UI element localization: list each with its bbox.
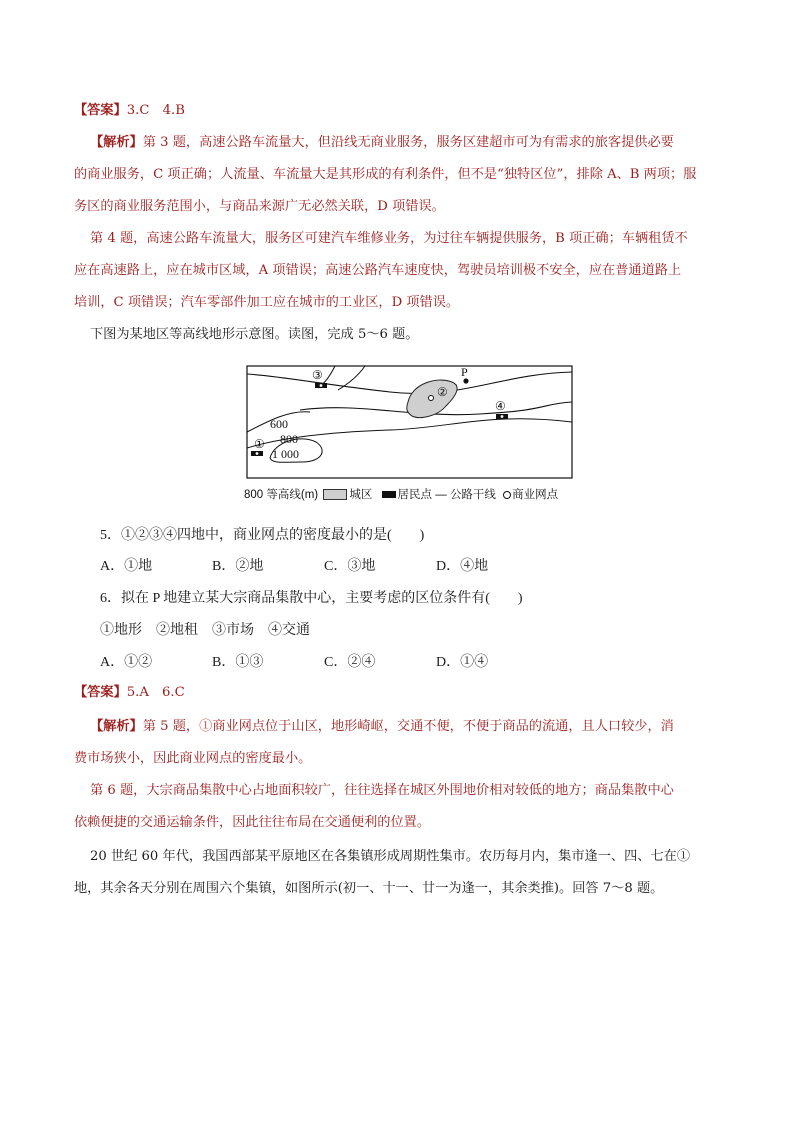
answer-3-4 <box>74 95 724 127</box>
legend-residential-swatch <box>382 491 396 498</box>
label-800: 800 <box>280 432 298 446</box>
legend-city: 城区 <box>349 489 373 501</box>
legend-residential: 居民点 <box>397 489 433 501</box>
legend-contour: 800 等高线(m) <box>244 489 319 501</box>
analysis-4-line2: 应在高速路上，应在城市区域，A 项错误；高速公路汽车速度快，驾驶员培训极不安全，应在普通道路上 <box>74 263 682 278</box>
analysis-3-line1: 第 3 题，高速公路车流量大，但沿线无商业服务，服务区建超市可为有需求的旅客提供必要 <box>142 135 674 150</box>
answer-tag-2: 【答案】 <box>74 685 127 700</box>
intro-5-6: 下图为某地区等高线地形示意图。读图，完成 5～6 题。 <box>90 327 419 342</box>
commercial-point-3 <box>320 384 323 387</box>
analysis-tag-2: 【解析】 <box>90 719 143 734</box>
question-6-stem: 6．拟在 P 地建立某大宗商品集散中心，主要考虑的区位条件有( ) <box>100 591 523 606</box>
q5-option-b: B．②地 <box>212 559 264 574</box>
map-frame <box>247 366 572 478</box>
question-5-stem: 5．①②③④四地中，商业网点的密度最小的是( ) <box>100 528 425 543</box>
q5-option-a: A．①地 <box>100 559 153 574</box>
label-1000: 1 000 <box>272 447 299 461</box>
intro-7-8-line1: 20 世纪 60 年代，我国西部某平原地区在各集镇形成周期性集市。农历每月内，集市逢一、四、七在① <box>90 849 691 864</box>
q5-option-c: C．③地 <box>324 559 376 574</box>
commercial-point-4 <box>501 415 504 418</box>
legend-road-swatch: — <box>435 489 450 501</box>
analysis-4-line3: 培训，C 项错误；汽车零部件加工应在城市的工业区，D 项错误。 <box>74 295 460 310</box>
analysis-tag: 【解析】 <box>90 135 143 150</box>
label-3: ③ <box>312 368 323 382</box>
commercial-point-1 <box>256 452 259 455</box>
analysis-3-line2: 的商业服务，C 项正确；人流量、车流量大是其形成的有利条件，但不是“独特区位”，排除 A、B 两项；服 <box>74 167 697 182</box>
map-legend <box>244 486 558 502</box>
q6-option-b: B．①③ <box>212 655 264 670</box>
legend-commercial-swatch <box>503 491 511 499</box>
answer-tag: 【答案】 <box>74 103 127 118</box>
legend-commercial: 商业网点 <box>512 489 559 501</box>
answer-text-2: 5.A 6.C <box>126 685 185 700</box>
legend-city-swatch <box>323 489 347 500</box>
analysis-6-line2: 依赖便捷的交通运输条件，因此往往布局在交通便利的位置。 <box>74 815 431 830</box>
label-4: ④ <box>495 399 506 413</box>
analysis-5-lead: 第 5 题， <box>142 719 200 734</box>
intro-7-8-line2: 地，其余各天分别在周围六个集镇，如图所示(初一、十一、廿一为逢一，其余类推)。回答 7～8 题。 <box>74 881 664 896</box>
q5-option-d: D．④地 <box>436 559 489 574</box>
label-2: ② <box>437 385 448 399</box>
q6-option-d: D．①④ <box>436 655 489 670</box>
answer-5-6 <box>74 677 724 709</box>
contour-map <box>240 362 590 502</box>
analysis-3-line3: 务区的商业服务范围小，与商品来源广无必然关联，D 项错误。 <box>74 199 445 214</box>
legend-road: 公路干线 <box>449 489 496 501</box>
analysis-5-line1: 商业网点位于山区，地形崎岖，交通不便，不便于商品的流通，且人口较少，消 <box>212 719 674 734</box>
analysis-5-line2: 费市场狭小，因此商业网点的密度最小。 <box>74 751 312 766</box>
analysis-5-mark: ① <box>199 719 213 734</box>
analysis-4-line1: 第 4 题，高速公路车流量大，服务区可建汽车维修业务，为过往车辆提供服务，B 项正确；车辆租赁不 <box>90 231 688 246</box>
commercial-point-2 <box>429 396 434 401</box>
q6-option-a: A．①② <box>100 655 153 670</box>
answer-text: 3.C 4.B <box>126 103 185 118</box>
label-1: ① <box>254 437 265 451</box>
label-p: P <box>461 365 468 379</box>
question-6-items: ①地形 ②地租 ③市场 ④交通 <box>100 623 310 638</box>
q6-option-c: C．②④ <box>324 655 376 670</box>
analysis-6-line1: 第 6 题，大宗商品集散中心占地面积较广，往往选择在城区外围地价相对较低的地方；商品集散中心 <box>90 783 674 798</box>
label-600: 600 <box>270 417 288 431</box>
point-p <box>463 378 468 383</box>
